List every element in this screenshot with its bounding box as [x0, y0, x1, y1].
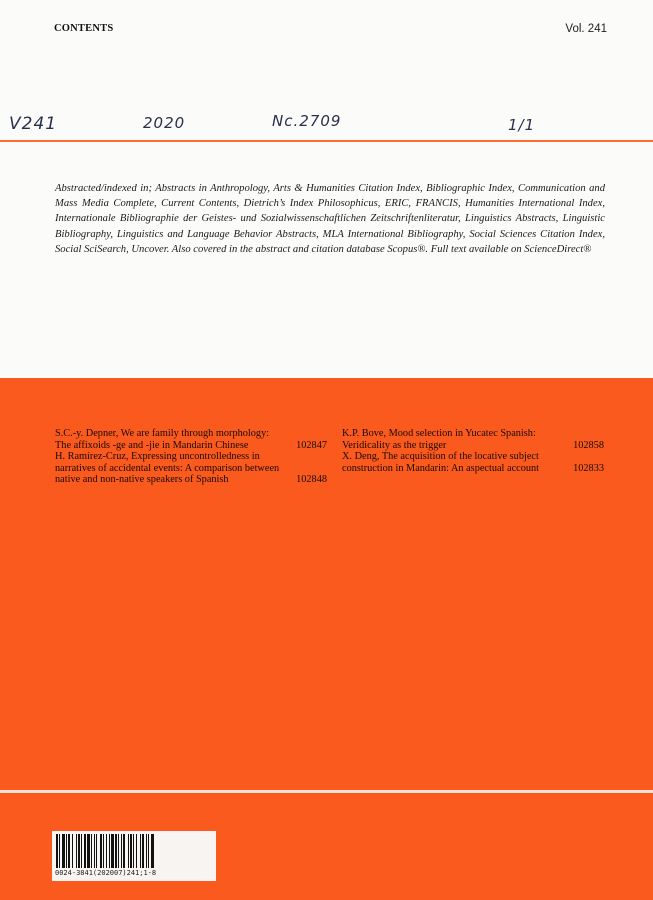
article-page-number: 102833 — [573, 462, 604, 474]
article-citation: K.P. Bove, Mood selection in Yucatec Spanish: Veridicality as the trigger — [342, 428, 536, 451]
handwritten-volume-note: V241 — [9, 114, 58, 134]
article-entry — [342, 428, 604, 451]
article-page-number: 102847 — [296, 439, 327, 451]
contents-heading: CONTENTS — [54, 23, 114, 34]
barcode-bars — [56, 834, 212, 868]
red-divider-line — [0, 140, 653, 142]
article-citation: X. Deng, The acquisition of the locative subject construction in Mandarin: An aspectual account — [342, 451, 540, 474]
articles-right-column — [342, 428, 604, 474]
barcode-text: 0024-3841(202007)241;1-8 — [55, 869, 157, 877]
handwritten-number-note: Nc.2709 — [272, 112, 342, 130]
barcode-bar — [151, 834, 154, 868]
articles-left-column — [55, 428, 327, 486]
indexing-statement: Abstracted/indexed in; Abstracts in Anthropology, Arts & Humanities Citation Index, Bibliographic Index, Communication and Mass Media Complete, Current Contents, Dietrich’s Index Philosophicus, ERIC, FRANCIS, Humanities International Index, Internationale Bibliographie der Geistes- und Sozialwissenschaftlichen Zeitschriftenliteratur, Linguistics Abstracts, Linguistic Bibliography, Linguistics and Language Behavior Abstracts, MLA International Bibliography, Social Sciences Citation Index, Social SciSearch, Uncover. Also covered in the abstract and citation database Scopus®. Full text available on ScienceDirect® — [55, 183, 605, 255]
article-page-number: 102848 — [296, 474, 327, 485]
article-entry — [55, 428, 327, 451]
handwritten-copy-note: 1/1 — [508, 116, 536, 134]
article-entry — [342, 451, 604, 474]
handwritten-year-note: 2020 — [143, 114, 186, 132]
article-citation: S.C.-y. Depner, We are family through morphology: The affixoids -ge and -jie in Mandarin Chinese — [55, 428, 270, 451]
article-entry — [55, 451, 327, 486]
article-page-number: 102858 — [573, 439, 604, 451]
volume-label: Vol. 241 — [565, 23, 607, 35]
white-divider-line — [0, 790, 653, 793]
barcode — [52, 831, 216, 881]
article-citation: H. Ramírez-Cruz, Expressing uncontrolledness in narratives of accidental events: A comparison between native and non-native speakers of Spanish — [55, 451, 280, 485]
